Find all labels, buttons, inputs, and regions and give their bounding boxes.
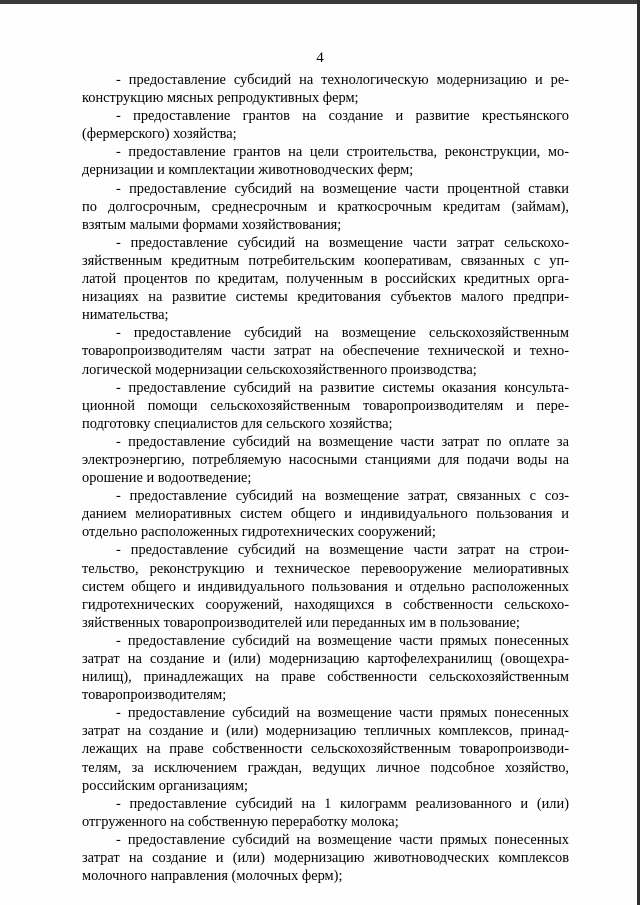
text-line: орошение и водоотведение; xyxy=(82,470,252,487)
text-line: конструкцию мясных репродуктивных ферм; xyxy=(82,90,359,107)
text-line: затрат на создание и (или) модернизацию тепличных комплексов, принад- xyxy=(82,723,569,740)
text-line: - предоставление субсидий на 1 килограмм реализованного и (или) xyxy=(116,795,569,812)
text-line: - предоставление субсидий на возмещение части затрат по оплате за xyxy=(116,433,569,450)
text-line: - предоставление субсидий на возмещение части затрат сельскохо- xyxy=(116,234,569,251)
text-line: товаропроизводителям; xyxy=(82,687,227,704)
text-line: подготовку специалистов для сельского хозяйства; xyxy=(82,415,393,432)
text-line: гидротехнических сооружений, находящихся в собственности сельскохо- xyxy=(82,596,569,613)
text-line: - предоставление субсидий на возмещение части прямых понесенных xyxy=(116,831,569,848)
text-line: - предоставление грантов на цели строительства, реконструкции, мо- xyxy=(116,144,569,161)
text-line: нимательства; xyxy=(82,307,169,324)
text-line: - предоставление субсидий на возмещение сельскохозяйственным xyxy=(116,325,569,342)
text-line: - предоставление субсидий на возмещение части прямых понесенных xyxy=(116,705,569,722)
body-text xyxy=(82,71,569,885)
text-line: - предоставление субсидий на возмещение затрат, связанных с соз- xyxy=(116,488,569,505)
text-line: низациях на развитие системы кредитования субъектов малого предпри- xyxy=(82,289,569,306)
text-line: дернизации и комплектации животноводческих ферм; xyxy=(82,162,414,179)
text-line: затрат на создание и (или) модернизацию животноводческих комплексов xyxy=(82,850,569,867)
text-line: отгруженного на собственную переработку молока; xyxy=(82,813,399,830)
text-line: электроэнергию, потребляемую насосными станциями для подачи воды на xyxy=(82,451,569,468)
text-line: латой процентов по кредитам, полученным в российских кредитных орга- xyxy=(82,271,569,288)
text-line: по долгосрочным, среднесрочным и краткосрочным кредитам (займам), xyxy=(82,198,569,215)
text-line: российским организациям; xyxy=(82,777,248,794)
text-line: - предоставление субсидий на технологическую модернизацию и ре- xyxy=(116,72,569,88)
text-line: телям, за исключением граждан, ведущих личное подсобное хозяйство, xyxy=(82,759,569,776)
text-line: нилищ), принадлежащих на праве собственности сельскохозяйственным xyxy=(82,669,569,686)
text-line: логической модернизации сельскохозяйственного производства; xyxy=(82,361,477,378)
text-line: товаропроизводителям части затрат на обеспечение технической и техно- xyxy=(82,343,569,360)
text-line: зяйственных товаропроизводителей или переданных им в пользование; xyxy=(82,614,520,631)
text-line: зяйственным кредитным потребительским кооперативам, связанных с уп- xyxy=(82,252,569,269)
page-number: 4 xyxy=(316,50,324,66)
text-line: ционной помощи сельскохозяйственным товаропроизводителям и пере- xyxy=(82,397,569,414)
text-line: - предоставление субсидий на возмещение части затрат на строи- xyxy=(116,542,569,559)
text-line: лежащих на праве собственности сельскохозяйственным товаропроизводи- xyxy=(82,741,569,758)
text-line: систем общего и индивидуального пользования и отдельно расположенных xyxy=(82,578,569,595)
text-line: затрат на создание и (или) модернизацию картофелехранилищ (овощехра- xyxy=(82,651,569,667)
text-line: данием мелиоративных систем общего и индивидуального пользования и xyxy=(82,506,569,523)
text-line: отдельно расположенных гидротехнических сооружений; xyxy=(82,524,436,541)
scan-edge-top xyxy=(0,0,640,4)
text-line: (фермерского) хозяйства; xyxy=(82,126,237,143)
text-line: - предоставление субсидий на возмещение части прямых понесенных xyxy=(116,632,569,649)
text-line: взятым малыми формами хозяйствования; xyxy=(82,216,342,233)
text-line: - предоставление субсидий на развитие системы оказания консульта- xyxy=(116,379,569,396)
text-line: молочного направления (молочных ферм); xyxy=(82,868,343,885)
text-line: тельство, реконструкцию и техническое перевооружение мелиоративных xyxy=(82,560,569,577)
text-line: - предоставление грантов на создание и развитие крестьянского xyxy=(116,108,569,125)
text-line: - предоставление субсидий на возмещение части процентной ставки xyxy=(116,180,569,197)
